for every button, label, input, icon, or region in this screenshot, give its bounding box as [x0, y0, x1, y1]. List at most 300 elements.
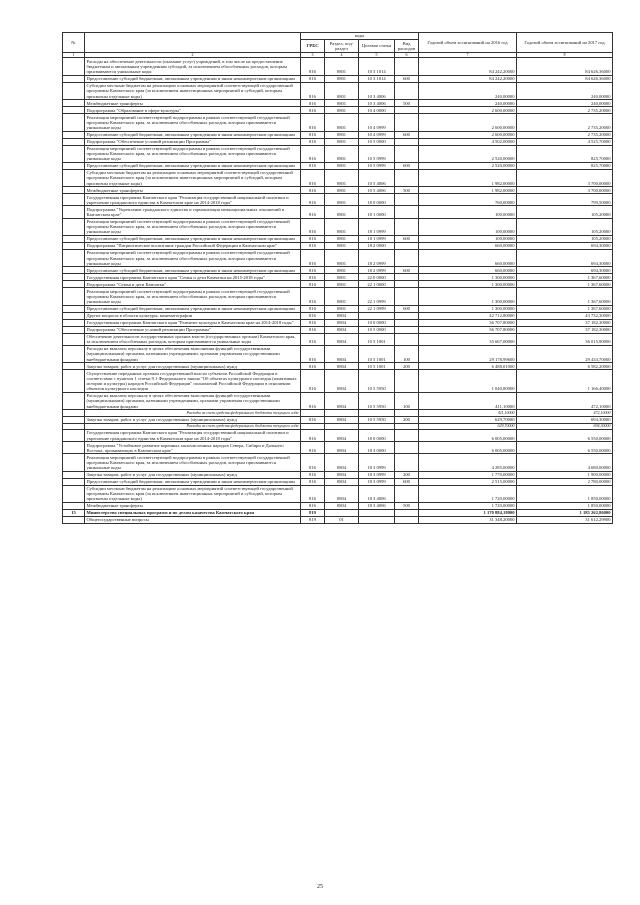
table-row [63, 249, 613, 266]
row-target-article: 18 3 0999 [359, 471, 395, 478]
row-amount-2017: 240,00000 [517, 82, 613, 99]
row-section: 0801 [325, 267, 359, 274]
row-expense-type [395, 517, 419, 524]
row-grbs: 816 [301, 218, 325, 235]
row-description: Предоставление субсидий бюджетным, автономным учреждениям и иным некоммерческим организациям [85, 478, 301, 485]
table-row [63, 107, 613, 114]
row-section: 0801 [325, 281, 359, 288]
budget-table [62, 32, 613, 524]
row-target-article: 10 5 5950 [359, 392, 395, 409]
table-row [63, 442, 613, 454]
row-section: 0801 [325, 138, 359, 145]
row-grbs: 816 [301, 326, 325, 333]
row-target-article: 10 3 1014 [359, 58, 395, 75]
row-amount-2017: 1 185 262,86000 [517, 510, 613, 517]
row-grbs: 816 [301, 243, 325, 250]
header-desc [85, 33, 301, 53]
table-row [63, 503, 613, 510]
row-amount-2016: 1 040,80000 [419, 370, 517, 393]
row-amount-2016: 1 300,00000 [419, 274, 517, 281]
table-row [63, 326, 613, 333]
row-amount-2016: 100,00000 [419, 206, 517, 218]
row-number [63, 478, 85, 485]
row-target-article: 18 3 0999 [359, 478, 395, 485]
row-target-article: 18 1 0999 [359, 236, 395, 243]
row-section: 0801 [325, 58, 359, 75]
row-number: 15 [63, 510, 85, 517]
row-amount-2017: 2 735,20000 [517, 131, 613, 138]
row-amount-2017: 3 700,00000 [517, 169, 613, 186]
row-amount-2017: 37 182,30000 [517, 326, 613, 333]
colnum: 5 [359, 53, 395, 58]
row-amount-2016: 29 178,99600 [419, 345, 517, 362]
row-amount-2017: 3 700,00000 [517, 187, 613, 194]
row-grbs: 816 [301, 312, 325, 319]
row-target-article: 10 4 0999 [359, 131, 395, 138]
table-row [63, 169, 613, 186]
row-target-article: 10 5 0000 [359, 138, 395, 145]
row-grbs: 816 [301, 206, 325, 218]
row-number [63, 138, 85, 145]
row-amount-2017: 694,30000 [517, 423, 613, 429]
row-section: 0804 [325, 454, 359, 471]
row-amount-2016: 1 300,00000 [419, 281, 517, 288]
table-row [63, 305, 613, 312]
row-grbs: 819 [301, 510, 325, 517]
row-number [63, 58, 85, 75]
table-row [63, 114, 613, 131]
row-expense-type [395, 169, 419, 186]
row-description: Закупка товаров, работ и услуг для государственных (муниципальных) нужд [85, 363, 301, 370]
row-target-article: 10 0 0000 [359, 319, 395, 326]
row-section: 0801 [325, 100, 359, 107]
row-number [63, 187, 85, 194]
row-target-article: 10 5 1001 [359, 345, 395, 362]
row-amount-2017: 6 550,00000 [517, 429, 613, 441]
table-row [63, 319, 613, 326]
row-target-article: 18 1 0000 [359, 206, 395, 218]
row-expense-type [395, 82, 419, 99]
row-section: 01 [325, 517, 359, 524]
row-number [63, 345, 85, 362]
table-row [63, 82, 613, 99]
table-row [63, 478, 613, 485]
row-section [325, 510, 359, 517]
row-section: 0801 [325, 288, 359, 305]
row-amount-2016: 4 502,00000 [419, 138, 517, 145]
row-section: 0804 [325, 312, 359, 319]
row-grbs: 816 [301, 274, 325, 281]
row-expense-type: 600 [395, 267, 419, 274]
row-target-article: 10 4 0000 [359, 107, 395, 114]
row-expense-type: 200 [395, 471, 419, 478]
row-amount-2017: 6 550,00000 [517, 442, 613, 454]
row-target-article: 10 4 0999 [359, 114, 395, 131]
row-expense-type [395, 485, 419, 502]
row-section: 0804 [325, 370, 359, 393]
row-expense-type [395, 249, 419, 266]
row-target-article: 10 5 1001 [359, 363, 395, 370]
row-amount-2017: 37 182,30000 [517, 319, 613, 326]
row-amount-2016: 1 170 884,18000 [419, 510, 517, 517]
row-amount-2016: 1 720,00000 [419, 485, 517, 502]
row-description: Предоставление субсидий бюджетным, автономным учреждениям и иным некоммерческим организациям [85, 236, 301, 243]
row-number [63, 162, 85, 169]
row-description: Государственная программа Камчатского края "Семья и дети Камчатки на 2015-2018 годы" [85, 274, 301, 281]
row-number [63, 131, 85, 138]
row-description: Обеспечение деятельности государственных органов власти (государственных органов) Камчатского края, за исключением обособленных расходов, которым присваиваются уникальные коды [85, 333, 301, 345]
row-grbs: 816 [301, 485, 325, 502]
table-row [63, 206, 613, 218]
table-row [63, 370, 613, 393]
row-amount-2016: 6 005,00000 [419, 442, 517, 454]
row-number [63, 267, 85, 274]
row-number [63, 312, 85, 319]
row-expense-type [395, 274, 419, 281]
row-amount-2017: 2 735,20000 [517, 114, 613, 131]
row-section: 0801 [325, 187, 359, 194]
row-expense-type [395, 326, 419, 333]
row-target-article: 10 3 4006 [359, 100, 395, 107]
row-description: Субсидии местным бюджетам на реализацию основных мероприятий соответствующей государственной программы Камчатского края (за исключением инвестиционных мероприятий и субсидий, которым присвоены отдельные коды) [85, 169, 301, 186]
row-number [63, 82, 85, 99]
row-number [63, 274, 85, 281]
row-amount-2016: 1 770,00000 [419, 471, 517, 478]
row-description: Межбюджетные трансферты [85, 100, 301, 107]
table-row [63, 100, 613, 107]
row-expense-type: 600 [395, 236, 419, 243]
row-number [63, 145, 85, 162]
row-grbs: 816 [301, 370, 325, 393]
row-description: Реализация мероприятий соответствующей подпрограммы в рамках соответствующей государственной программы Камчатского края, за исключением обособленных расходов, которым присваиваются уникальные коды [85, 288, 301, 305]
row-amount-2016: 6 488,01000 [419, 363, 517, 370]
row-grbs: 816 [301, 363, 325, 370]
colnum: 4 [325, 53, 359, 58]
row-description: Реализация мероприятий соответствующей подпрограммы в рамках соответствующей государственной программы Камчатского края, за исключением обособленных расходов, которым присваиваются уникальные коды [85, 114, 301, 131]
row-section: 0801 [325, 243, 359, 250]
row-description: Государственная программа Камчатского края "Развитие культуры в Камчатском крае на 2014-2018 годы" [85, 319, 301, 326]
row-expense-type: 100 [395, 392, 419, 409]
row-grbs: 816 [301, 236, 325, 243]
row-grbs: 816 [301, 442, 325, 454]
row-amount-2016: 1 982,00000 [419, 169, 517, 186]
row-amount-2016: 1 720,00000 [419, 503, 517, 510]
row-target-article [359, 517, 395, 524]
row-number [63, 370, 85, 393]
row-amount-2017: 1 367,60000 [517, 274, 613, 281]
table-row [63, 288, 613, 305]
row-number [63, 169, 85, 186]
row-grbs: 816 [301, 288, 325, 305]
row-target-article: 10 5 1001 [359, 333, 395, 345]
row-description: Предоставление субсидий бюджетным, автономным учреждениям и иным некоммерческим организациям [85, 267, 301, 274]
table-row [63, 312, 613, 319]
row-description: Расходы за счет средств федерального бюджета текущего года [85, 410, 301, 416]
row-amount-2016: 35 667,00000 [419, 333, 517, 345]
row-section: 0804 [325, 478, 359, 485]
table-row [63, 58, 613, 75]
row-section: 0801 [325, 75, 359, 82]
row-number [63, 288, 85, 305]
row-section: 0801 [325, 114, 359, 131]
row-amount-2017: 1 850,00000 [517, 485, 613, 502]
table-row [63, 243, 613, 250]
header-num: № [63, 33, 85, 53]
row-description: Субсидии местным бюджетам на реализацию основных мероприятий соответствующей государственной программы Камчатского края (за исключением инвестиционных мероприятий и субсидий, которым присвоены отдельные коды) [85, 485, 301, 502]
row-expense-type [395, 510, 419, 517]
row-grbs: 816 [301, 107, 325, 114]
row-amount-2016: 100,00000 [419, 236, 517, 243]
row-description: Реализация мероприятий соответствующей подпрограммы в рамках соответствующей государственной программы Камчатского края, за исключением обособленных расходов, которым присваиваются уникальные коды [85, 249, 301, 266]
row-amount-2017: 1 166,40000 [517, 370, 613, 393]
table-row [63, 429, 613, 441]
row-expense-type [395, 442, 419, 454]
row-section: 0804 [325, 363, 359, 370]
row-amount-2016: 411,10000 [419, 392, 517, 409]
row-expense-type [395, 243, 419, 250]
table-row [63, 267, 613, 274]
row-amount-2017: 694,30000 [517, 243, 613, 250]
row-number [63, 517, 85, 524]
header-grbs: ГРБС [301, 40, 325, 53]
table-row [63, 333, 613, 345]
row-number [63, 206, 85, 218]
row-number [63, 107, 85, 114]
row-description: Предоставление субсидий бюджетным, автономным учреждениям и иным некоммерческим организациям [85, 75, 301, 82]
row-section: 0804 [325, 333, 359, 345]
row-description: Подпрограмма "Обеспечение условий реализации Программы" [85, 138, 301, 145]
row-section: 0804 [325, 442, 359, 454]
row-amount-2016: 240,00000 [419, 100, 517, 107]
row-grbs: 816 [301, 429, 325, 441]
table-row [63, 131, 613, 138]
row-target-article: 10 5 0000 [359, 326, 395, 333]
row-amount-2017: 1 367,60000 [517, 305, 613, 312]
row-amount-2017: 84 626,36000 [517, 75, 613, 82]
row-section: 0801 [325, 162, 359, 169]
row-expense-type: 600 [395, 75, 419, 82]
row-amount-2016: 6 005,00000 [419, 429, 517, 441]
row-expense-type [395, 281, 419, 288]
row-expense-type [395, 370, 419, 393]
row-number [63, 114, 85, 131]
table-row [63, 138, 613, 145]
row-section: 0804 [325, 485, 359, 502]
row-section: 0801 [325, 194, 359, 206]
colnum: 1 [63, 53, 85, 58]
row-section: 0804 [325, 416, 359, 423]
row-section: 0801 [325, 236, 359, 243]
row-number [63, 326, 85, 333]
row-grbs: 816 [301, 319, 325, 326]
row-grbs: 816 [301, 478, 325, 485]
row-amount-2017: 825,70000 [517, 162, 613, 169]
table-row [63, 510, 613, 517]
row-grbs: 816 [301, 333, 325, 345]
row-section: 0801 [325, 305, 359, 312]
header-vol2016: Годовой объем ассигнований на 2016 год [419, 33, 517, 53]
row-amount-2017: 1 367,60000 [517, 288, 613, 305]
row-description: Расходы за счет средств федерального бюджета текущего года [85, 423, 301, 429]
row-description: Министерство специальных программ и по делам казачества Камчатского края [85, 510, 301, 517]
row-description: Предоставление субсидий бюджетным, автономным учреждениям и иным некоммерческим организациям [85, 131, 301, 138]
row-amount-2017: 1 367,60000 [517, 281, 613, 288]
row-grbs: 816 [301, 267, 325, 274]
row-expense-type: 600 [395, 162, 419, 169]
row-grbs: 816 [301, 471, 325, 478]
row-target-article: 10 5 4006 [359, 169, 395, 186]
row-section: 0801 [325, 131, 359, 138]
table-row [63, 471, 613, 478]
row-description: Предоставление субсидий бюджетным, автономным учреждениям и иным некоммерческим организациям [85, 162, 301, 169]
row-expense-type: 600 [395, 131, 419, 138]
table-row [63, 145, 613, 162]
row-number [63, 485, 85, 502]
row-amount-2017: 799,50000 [517, 194, 613, 206]
row-expense-type [395, 194, 419, 206]
row-expense-type [395, 114, 419, 131]
row-number [63, 363, 85, 370]
colnum: 2 [85, 53, 301, 58]
table-row [63, 194, 613, 206]
table-row [63, 345, 613, 362]
row-expense-type [395, 319, 419, 326]
row-number [63, 429, 85, 441]
row-expense-type [395, 288, 419, 305]
row-expense-type [395, 218, 419, 235]
row-description: Реализация мероприятий соответствующей подпрограммы в рамках соответствующей государственной программы Камчатского края, за исключением обособленных расходов, которым присваиваются уникальные коды [85, 218, 301, 235]
row-expense-type: 500 [395, 503, 419, 510]
row-grbs: 816 [301, 169, 325, 186]
row-description: Подпрограмма "Семья и дети Камчатки" [85, 281, 301, 288]
row-expense-type [395, 138, 419, 145]
row-expense-type [395, 333, 419, 345]
row-grbs: 816 [301, 249, 325, 266]
row-expense-type [395, 145, 419, 162]
header-codes: коды [301, 33, 419, 40]
header-target: Целевая статья [359, 40, 395, 53]
row-target-article: 18 0 0000 [359, 429, 395, 441]
row-grbs: 816 [301, 82, 325, 99]
table-row [63, 162, 613, 169]
table-row [63, 392, 613, 409]
row-section: 0801 [325, 274, 359, 281]
row-amount-2017: 694,30000 [517, 267, 613, 274]
row-amount-2016: 660,00000 [419, 243, 517, 250]
row-amount-2016: 2 515,00000 [419, 478, 517, 485]
row-target-article: 22 1 0999 [359, 288, 395, 305]
row-expense-type [395, 454, 419, 471]
colnum: 7 [419, 53, 517, 58]
row-number [63, 333, 85, 345]
row-section: 0801 [325, 82, 359, 99]
row-target-article: 18 0 0000 [359, 194, 395, 206]
row-grbs: 816 [301, 187, 325, 194]
row-section: 0804 [325, 326, 359, 333]
row-amount-2016: 411,10000 [419, 410, 517, 416]
row-number [63, 218, 85, 235]
row-expense-type: 600 [395, 478, 419, 485]
row-target-article: 18 3 0000 [359, 442, 395, 454]
row-expense-type [395, 312, 419, 319]
row-amount-2017: 84 626,36000 [517, 58, 613, 75]
row-amount-2016: 2 600,00000 [419, 114, 517, 131]
row-number [63, 319, 85, 326]
table-row [63, 416, 613, 423]
row-grbs: 816 [301, 138, 325, 145]
row-description: Межбюджетные трансферты [85, 503, 301, 510]
row-description: Субсидии местным бюджетам на реализацию основных мероприятий соответствующей государственной программы Камчатского края (за исключением инвестиционных мероприятий и субсидий, которым присвоены отдельные коды) [85, 82, 301, 99]
row-description: Государственная программа Камчатского края "Реализация государственной национальной политики и укрепление гражданского единства в Камчатском крае на 2014-2018 годы" [85, 429, 301, 441]
row-amount-2016: 84 242,20000 [419, 75, 517, 82]
row-grbs: 816 [301, 305, 325, 312]
row-amount-2017: 825,70000 [517, 145, 613, 162]
row-target-article: 10 5 5950 [359, 370, 395, 393]
row-amount-2016: 2 600,00000 [419, 131, 517, 138]
row-number [63, 416, 85, 423]
row-amount-2017: 29 433,70000 [517, 345, 613, 362]
table-row [63, 274, 613, 281]
row-number [63, 503, 85, 510]
row-target-article: 22 1 0000 [359, 281, 395, 288]
header-exptype: Вид расходов [395, 40, 419, 53]
row-description: Другие вопросы в области культуры, кинематографии [85, 312, 301, 319]
page-number: 25 [317, 884, 323, 890]
row-grbs: 816 [301, 503, 325, 510]
row-section: 0801 [325, 218, 359, 235]
table-header [63, 33, 613, 58]
table-row [63, 281, 613, 288]
table-row [63, 517, 613, 524]
row-number [63, 100, 85, 107]
row-description: Расходы на выплаты персоналу в целях обеспечения выполнения функций государственными (муниципальными) органами, казенными учреждениями, органами управления государственными внебюджетными фондами [85, 345, 301, 362]
row-grbs: 816 [301, 194, 325, 206]
row-amount-2017: 472,10000 [517, 392, 613, 409]
row-target-article: 18 3 4006 [359, 485, 395, 502]
row-description: Подпрограмма "Устойчивое развитие коренных малочисленных народов Севера, Сибири и Дальнего Востока, проживающих в Камчатском крае" [85, 442, 301, 454]
row-number [63, 442, 85, 454]
row-description: Расходы на выплаты персоналу в целях обеспечения выполнения функций государственными (муниципальными) органами, казенными учреждениями, органами управления государственными внебюджетными фондами [85, 392, 301, 409]
row-target-article: 10 5 4006 [359, 187, 395, 194]
row-number [63, 75, 85, 82]
row-expense-type: 100 [395, 345, 419, 362]
row-amount-2017: 472,10000 [517, 410, 613, 416]
row-grbs: 816 [301, 416, 325, 423]
row-grbs: 816 [301, 131, 325, 138]
row-section: 0804 [325, 471, 359, 478]
row-grbs: 816 [301, 114, 325, 131]
row-number [63, 243, 85, 250]
colnum: 8 [517, 53, 613, 58]
row-amount-2017: 105,20000 [517, 206, 613, 218]
row-amount-2017: 694,30000 [517, 249, 613, 266]
row-target-article: 18 2 0999 [359, 267, 395, 274]
row-number [63, 305, 85, 312]
table-row [63, 485, 613, 502]
row-amount-2017: 43 732,30000 [517, 312, 613, 319]
row-amount-2016: 2 520,00000 [419, 145, 517, 162]
row-grbs: 816 [301, 281, 325, 288]
row-amount-2016: 36 707,80000 [419, 326, 517, 333]
table-row [63, 218, 613, 235]
row-description: Общегосударственные вопросы [85, 517, 301, 524]
row-amount-2016: 2 600,00000 [419, 107, 517, 114]
row-amount-2016: 31 348,20000 [419, 517, 517, 524]
colnum: 6 [395, 53, 419, 58]
row-expense-type: 500 [395, 100, 419, 107]
row-description: Государственная программа Камчатского края "Реализация государственной национальной политики и укрепление гражданского единства в Камчатском крае на 2014-2018 годы" [85, 194, 301, 206]
row-grbs: 816 [301, 58, 325, 75]
